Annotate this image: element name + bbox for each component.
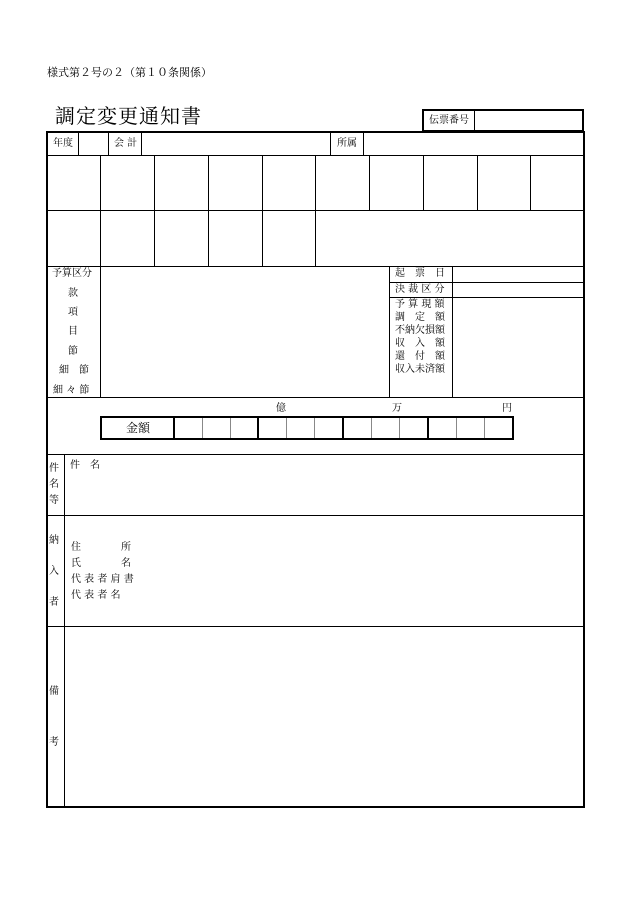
label-funou-kesson: 不納欠損額 [395, 325, 445, 336]
payer-name-label: 氏 名 [71, 558, 131, 569]
payer-field[interactable] [150, 516, 584, 626]
label-kanpu-gaku: 還 付 額 [395, 351, 445, 362]
subject-side-3: 等 [49, 495, 59, 506]
payer-side-2: 入 [49, 566, 59, 577]
budget-label-kubun: 予算区分 [52, 268, 92, 279]
budget-field[interactable] [101, 267, 389, 397]
dept-label: 所属 [337, 138, 357, 149]
payer-rep-title-label: 代 表 者 肩 書 [71, 574, 134, 585]
unit-en: 円 [502, 403, 512, 414]
remarks-field[interactable] [65, 627, 584, 807]
subject-label: 件 名 [70, 460, 100, 471]
subject-side-2: 名 [49, 479, 59, 490]
payer-side-1: 納 [49, 535, 59, 546]
payer-address-label: 住 所 [71, 542, 131, 553]
unit-oku: 億 [276, 403, 286, 414]
code-grid[interactable] [47, 156, 584, 266]
label-kihyo-bi: 起 票 日 [395, 268, 445, 279]
budget-label-moku: 目 [68, 326, 78, 337]
page-title: 調定変更通知書 [55, 104, 202, 128]
budget-label-kou: 項 [68, 307, 78, 318]
subject-side-1: 件 [49, 463, 59, 474]
kessai-kubun-field[interactable] [453, 283, 584, 297]
budget-label-saisetsu: 細 節 [59, 365, 89, 376]
payer-side-3: 者 [49, 597, 59, 608]
label-shunyu-misai: 収入未済額 [395, 364, 445, 375]
amount-label: 金額 [126, 421, 151, 435]
subject-field[interactable] [65, 472, 584, 515]
year-field[interactable] [79, 132, 108, 155]
payer-rep-name-label: 代 表 者 名 [71, 590, 121, 601]
budget-label-setsu: 節 [68, 346, 78, 357]
account-field[interactable] [142, 132, 330, 155]
voucher-number-label: 伝票番号 [429, 115, 469, 126]
year-label: 年度 [53, 138, 73, 149]
label-kessai-kubun: 決 裁 区 分 [395, 284, 445, 295]
label-shunyu-gaku: 収 入 額 [395, 338, 445, 349]
amount-field[interactable] [175, 418, 512, 438]
dept-field[interactable] [364, 132, 584, 155]
budget-label-kan: 款 [68, 288, 78, 299]
unit-man: 万 [392, 403, 402, 414]
remarks-side-1: 備 [49, 686, 59, 697]
kihyo-bi-field[interactable] [453, 267, 584, 282]
remarks-side-2: 考 [49, 737, 59, 748]
label-yosan-gengaku: 予 算 現 額 [395, 299, 445, 310]
voucher-number-field[interactable] [476, 111, 582, 131]
amounts-field[interactable] [453, 298, 584, 397]
budget-label-saisaisetsu: 細 々 節 [53, 385, 90, 396]
label-chotei-gaku: 調 定 額 [395, 312, 445, 323]
form-code: 様式第２号の２（第１０条関係） [47, 66, 212, 79]
account-label: 会 計 [114, 138, 138, 149]
